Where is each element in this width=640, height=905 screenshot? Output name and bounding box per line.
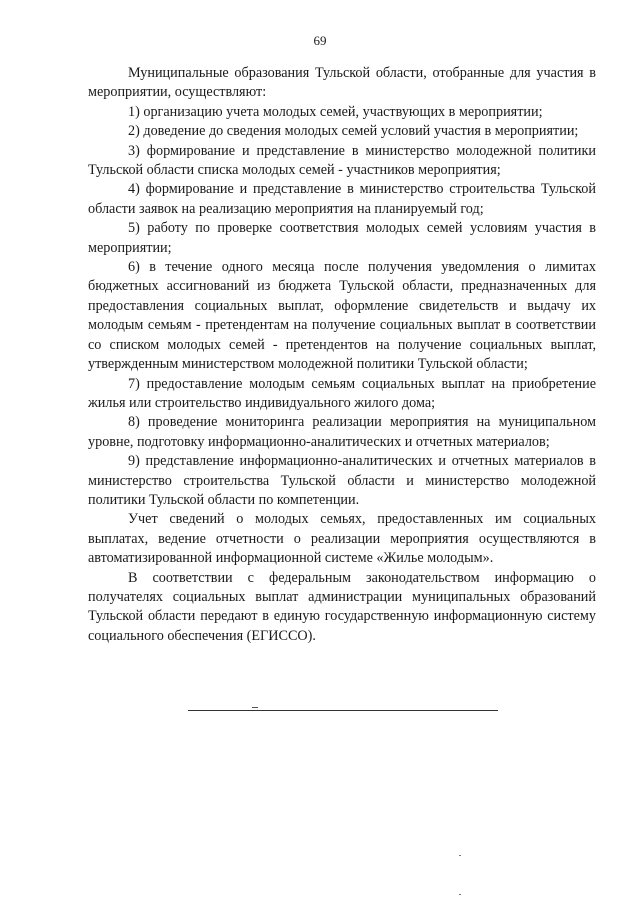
list-item-5: 5) работу по проверке соответствия молодых семей условиям участия в мероприятии; [88, 220, 596, 256]
separator-mark [252, 707, 258, 708]
list-item-6: 6) в течение одного месяца после получения уведомления о лимитах бюджетных ассигнований из бюджета Тульской области, предназначенных для предоставления социальных выплат, оформление свидетельств и выдачу их молодым семьям - претендентам на получение социальных выплат в соответствии со списком молодых семей - претендентов на получение социальных выплат, утвержденным министерством молодежной политики Тульской области; [88, 259, 596, 373]
list-item-4: 4) формирование и представление в министерство строительства Тульской области заявок на реализацию мероприятия на планируемый год; [88, 181, 596, 217]
list-item-7: 7) предоставление молодым семьям социальных выплат на приобретение жилья или строительство индивидуального жилого дома; [88, 375, 596, 411]
paragraph-accounting: Учет сведений о молодых семьях, предоставленных им социальных выплатах, ведение отчетности о реализации мероприятия осуществляются в автоматизированной информационной системе «Жилье молодым». [88, 511, 596, 567]
paragraph-intro: Муниципальные образования Тульской области, отобранные для участия в мероприятии, осуществляют: [88, 65, 596, 101]
list-item-2: 2) доведение до сведения молодых семей условий участия в мероприятии; [128, 123, 579, 140]
scan-artifact-dot [459, 855, 461, 856]
paragraph-egisso: В соответствии с федеральным законодательством информацию о получателях социальных выплат администрации муниципальных образований Тульской области передают в единую государственную информационную систему социального обеспечения (ЕГИССО). [88, 569, 596, 644]
list-item-3: 3) формирование и представление в министерство молодежной политики Тульской области списка молодых семей - участников мероприятия; [88, 142, 596, 179]
document-body [88, 64, 596, 646]
list-item-8: 8) проведение мониторинга реализации мероприятия на муниципальном уровне, подготовку информационно-аналитических и отчетных материалов; [88, 414, 596, 450]
list-item-9: 9) представление информационно-аналитических и отчетных материалов в министерство строительства Тульской области и министерство молодежной политики Тульской области по компетенции. [88, 453, 596, 508]
end-separator-line [188, 710, 498, 711]
page-number: 69 [313, 33, 327, 48]
list-item-1: 1) организацию учета молодых семей, участвующих в мероприятии; [128, 103, 543, 120]
scan-artifact-dot [459, 894, 461, 895]
